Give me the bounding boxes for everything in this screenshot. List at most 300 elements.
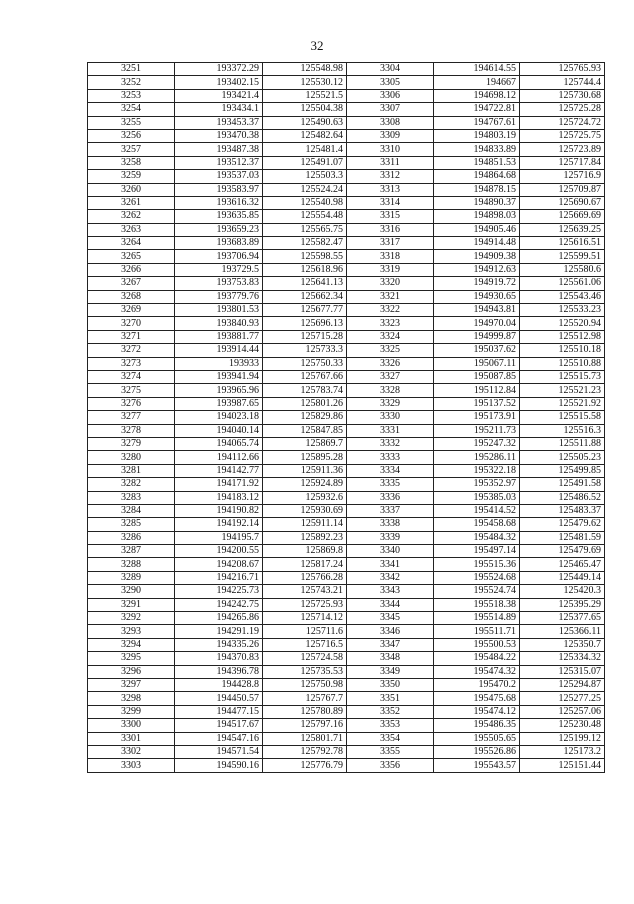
- x-coordinate-cell: 194142.77: [175, 464, 263, 477]
- x-coordinate-cell: 195414.52: [434, 504, 520, 517]
- y-coordinate-cell: 125780.89: [263, 705, 347, 718]
- table-row: [88, 89, 605, 102]
- x-coordinate-cell: 194370.83: [175, 652, 263, 665]
- y-coordinate-cell: 125716.9: [520, 170, 605, 183]
- y-coordinate-cell: 125725.93: [263, 598, 347, 611]
- y-coordinate-cell: 125479.62: [520, 518, 605, 531]
- point-number-cell: 3332: [347, 437, 434, 450]
- point-number-cell: 3329: [347, 397, 434, 410]
- x-coordinate-cell: 194898.03: [434, 210, 520, 223]
- table-row: [88, 344, 605, 357]
- point-number-cell: 3299: [88, 705, 175, 718]
- y-coordinate-cell: 125598.55: [263, 250, 347, 263]
- y-coordinate-cell: 125515.73: [520, 370, 605, 383]
- y-coordinate-cell: 125334.32: [520, 652, 605, 665]
- point-number-cell: 3349: [347, 665, 434, 678]
- y-coordinate-cell: 125869.7: [263, 437, 347, 450]
- point-number-cell: 3264: [88, 237, 175, 250]
- x-coordinate-cell: 194930.65: [434, 290, 520, 303]
- point-number-cell: 3285: [88, 518, 175, 531]
- x-coordinate-cell: 195484.22: [434, 652, 520, 665]
- y-coordinate-cell: 125616.51: [520, 237, 605, 250]
- x-coordinate-cell: 194112.66: [175, 451, 263, 464]
- x-coordinate-cell: 194919.72: [434, 277, 520, 290]
- y-coordinate-cell: 125580.6: [520, 263, 605, 276]
- point-number-cell: 3322: [347, 304, 434, 317]
- point-number-cell: 3275: [88, 384, 175, 397]
- x-coordinate-cell: 193583.97: [175, 183, 263, 196]
- table-body: [88, 63, 605, 773]
- point-number-cell: 3294: [88, 638, 175, 651]
- table-row: [88, 143, 605, 156]
- y-coordinate-cell: 125801.71: [263, 732, 347, 745]
- y-coordinate-cell: 125744.4: [520, 76, 605, 89]
- point-number-cell: 3331: [347, 424, 434, 437]
- x-coordinate-cell: 194833.89: [434, 143, 520, 156]
- y-coordinate-cell: 125173.2: [520, 745, 605, 758]
- x-coordinate-cell: 194450.57: [175, 692, 263, 705]
- table-row: [88, 625, 605, 638]
- x-coordinate-cell: 195286.11: [434, 451, 520, 464]
- point-number-cell: 3355: [347, 745, 434, 758]
- point-number-cell: 3301: [88, 732, 175, 745]
- point-number-cell: 3276: [88, 397, 175, 410]
- y-coordinate-cell: 125554.48: [263, 210, 347, 223]
- point-number-cell: 3316: [347, 223, 434, 236]
- page-number: 32: [310, 38, 324, 53]
- y-coordinate-cell: 125669.69: [520, 210, 605, 223]
- point-number-cell: 3274: [88, 370, 175, 383]
- table-row: [88, 451, 605, 464]
- y-coordinate-cell: 125725.75: [520, 129, 605, 142]
- x-coordinate-cell: 193914.44: [175, 344, 263, 357]
- y-coordinate-cell: 125750.98: [263, 678, 347, 691]
- table-row: [88, 330, 605, 343]
- table-row: [88, 638, 605, 651]
- y-coordinate-cell: 125543.46: [520, 290, 605, 303]
- y-coordinate-cell: 125733.3: [263, 344, 347, 357]
- x-coordinate-cell: 195511.71: [434, 625, 520, 638]
- point-number-cell: 3345: [347, 612, 434, 625]
- point-number-cell: 3258: [88, 156, 175, 169]
- y-coordinate-cell: 125503.3: [263, 170, 347, 183]
- point-number-cell: 3338: [347, 518, 434, 531]
- y-coordinate-cell: 125725.28: [520, 103, 605, 116]
- x-coordinate-cell: 194590.16: [175, 759, 263, 772]
- x-coordinate-cell: 195484.32: [434, 531, 520, 544]
- point-number-cell: 3308: [347, 116, 434, 129]
- table-row: [88, 705, 605, 718]
- point-number-cell: 3354: [347, 732, 434, 745]
- table-row: [88, 598, 605, 611]
- x-coordinate-cell: 194667: [434, 76, 520, 89]
- x-coordinate-cell: 193635.85: [175, 210, 263, 223]
- x-coordinate-cell: 194225.73: [175, 585, 263, 598]
- y-coordinate-cell: 125491.58: [520, 478, 605, 491]
- y-coordinate-cell: 125520.94: [520, 317, 605, 330]
- y-coordinate-cell: 125420.3: [520, 585, 605, 598]
- point-number-cell: 3281: [88, 464, 175, 477]
- x-coordinate-cell: 194614.55: [434, 63, 520, 76]
- y-coordinate-cell: 125277.25: [520, 692, 605, 705]
- point-number-cell: 3315: [347, 210, 434, 223]
- point-number-cell: 3257: [88, 143, 175, 156]
- point-number-cell: 3287: [88, 545, 175, 558]
- y-coordinate-cell: 125930.69: [263, 504, 347, 517]
- x-coordinate-cell: 195474.32: [434, 665, 520, 678]
- point-number-cell: 3272: [88, 344, 175, 357]
- y-coordinate-cell: 125892.23: [263, 531, 347, 544]
- x-coordinate-cell: 193881.77: [175, 330, 263, 343]
- y-coordinate-cell: 125765.93: [520, 63, 605, 76]
- point-number-cell: 3335: [347, 478, 434, 491]
- point-number-cell: 3282: [88, 478, 175, 491]
- coordinates-table: [87, 62, 605, 773]
- x-coordinate-cell: 195322.18: [434, 464, 520, 477]
- x-coordinate-cell: 194291.19: [175, 625, 263, 638]
- y-coordinate-cell: 125911.14: [263, 518, 347, 531]
- x-coordinate-cell: 195470.2: [434, 678, 520, 691]
- y-coordinate-cell: 125932.6: [263, 491, 347, 504]
- table-row: [88, 424, 605, 437]
- y-coordinate-cell: 125491.07: [263, 156, 347, 169]
- x-coordinate-cell: 193941.94: [175, 370, 263, 383]
- x-coordinate-cell: 194477.15: [175, 705, 263, 718]
- y-coordinate-cell: 125510.88: [520, 357, 605, 370]
- x-coordinate-cell: 195524.68: [434, 571, 520, 584]
- y-coordinate-cell: 125766.28: [263, 571, 347, 584]
- y-coordinate-cell: 125924.89: [263, 478, 347, 491]
- point-number-cell: 3295: [88, 652, 175, 665]
- y-coordinate-cell: 125257.06: [520, 705, 605, 718]
- table-row: [88, 545, 605, 558]
- table-row: [88, 692, 605, 705]
- point-number-cell: 3279: [88, 437, 175, 450]
- x-coordinate-cell: 194200.55: [175, 545, 263, 558]
- x-coordinate-cell: 195515.36: [434, 558, 520, 571]
- table-row: [88, 263, 605, 276]
- y-coordinate-cell: 125230.48: [520, 719, 605, 732]
- point-number-cell: 3318: [347, 250, 434, 263]
- table-row: [88, 237, 605, 250]
- table-row: [88, 745, 605, 758]
- y-coordinate-cell: 125521.92: [520, 397, 605, 410]
- table-row: [88, 504, 605, 517]
- point-number-cell: 3266: [88, 263, 175, 276]
- table-row: [88, 196, 605, 209]
- point-number-cell: 3293: [88, 625, 175, 638]
- x-coordinate-cell: 193706.94: [175, 250, 263, 263]
- point-number-cell: 3344: [347, 598, 434, 611]
- point-number-cell: 3304: [347, 63, 434, 76]
- point-number-cell: 3323: [347, 317, 434, 330]
- point-number-cell: 3325: [347, 344, 434, 357]
- x-coordinate-cell: 193402.15: [175, 76, 263, 89]
- y-coordinate-cell: 125582.47: [263, 237, 347, 250]
- y-coordinate-cell: 125483.37: [520, 504, 605, 517]
- table-row: [88, 129, 605, 142]
- point-number-cell: 3309: [347, 129, 434, 142]
- table-row: [88, 290, 605, 303]
- table-row: [88, 63, 605, 76]
- x-coordinate-cell: 193965.96: [175, 384, 263, 397]
- point-number-cell: 3330: [347, 411, 434, 424]
- point-number-cell: 3265: [88, 250, 175, 263]
- y-coordinate-cell: 125395.29: [520, 598, 605, 611]
- y-coordinate-cell: 125366.11: [520, 625, 605, 638]
- x-coordinate-cell: 193453.37: [175, 116, 263, 129]
- point-number-cell: 3263: [88, 223, 175, 236]
- point-number-cell: 3290: [88, 585, 175, 598]
- x-coordinate-cell: 193421.4: [175, 89, 263, 102]
- x-coordinate-cell: 194905.46: [434, 223, 520, 236]
- point-number-cell: 3314: [347, 196, 434, 209]
- point-number-cell: 3283: [88, 491, 175, 504]
- table-row: [88, 357, 605, 370]
- y-coordinate-cell: 125690.67: [520, 196, 605, 209]
- x-coordinate-cell: 195526.86: [434, 745, 520, 758]
- y-coordinate-cell: 125767.66: [263, 370, 347, 383]
- x-coordinate-cell: 194999.87: [434, 330, 520, 343]
- point-number-cell: 3280: [88, 451, 175, 464]
- table-row: [88, 665, 605, 678]
- x-coordinate-cell: 193434.1: [175, 103, 263, 116]
- x-coordinate-cell: 194335.26: [175, 638, 263, 651]
- x-coordinate-cell: 194878.15: [434, 183, 520, 196]
- point-number-cell: 3259: [88, 170, 175, 183]
- point-number-cell: 3311: [347, 156, 434, 169]
- point-number-cell: 3288: [88, 558, 175, 571]
- x-coordinate-cell: 194242.75: [175, 598, 263, 611]
- point-number-cell: 3342: [347, 571, 434, 584]
- x-coordinate-cell: 193616.32: [175, 196, 263, 209]
- point-number-cell: 3252: [88, 76, 175, 89]
- y-coordinate-cell: 125792.78: [263, 745, 347, 758]
- table-row: [88, 478, 605, 491]
- x-coordinate-cell: 193933: [175, 357, 263, 370]
- y-coordinate-cell: 125294.87: [520, 678, 605, 691]
- x-coordinate-cell: 194265.86: [175, 612, 263, 625]
- table-row: [88, 491, 605, 504]
- y-coordinate-cell: 125199.12: [520, 732, 605, 745]
- point-number-cell: 3340: [347, 545, 434, 558]
- table-row: [88, 210, 605, 223]
- x-coordinate-cell: 195486.35: [434, 719, 520, 732]
- y-coordinate-cell: 125479.69: [520, 545, 605, 558]
- y-coordinate-cell: 125783.74: [263, 384, 347, 397]
- table-row: [88, 612, 605, 625]
- point-number-cell: 3320: [347, 277, 434, 290]
- y-coordinate-cell: 125521.23: [520, 384, 605, 397]
- point-number-cell: 3337: [347, 504, 434, 517]
- point-number-cell: 3262: [88, 210, 175, 223]
- x-coordinate-cell: 193801.53: [175, 304, 263, 317]
- x-coordinate-cell: 195518.38: [434, 598, 520, 611]
- x-coordinate-cell: 194722.81: [434, 103, 520, 116]
- y-coordinate-cell: 125524.24: [263, 183, 347, 196]
- x-coordinate-cell: 194547.16: [175, 732, 263, 745]
- table-row: [88, 558, 605, 571]
- x-coordinate-cell: 194183.12: [175, 491, 263, 504]
- x-coordinate-cell: 193683.89: [175, 237, 263, 250]
- x-coordinate-cell: 195037.62: [434, 344, 520, 357]
- y-coordinate-cell: 125730.68: [520, 89, 605, 102]
- y-coordinate-cell: 125482.64: [263, 129, 347, 142]
- point-number-cell: 3352: [347, 705, 434, 718]
- x-coordinate-cell: 194803.19: [434, 129, 520, 142]
- x-coordinate-cell: 194890.37: [434, 196, 520, 209]
- point-number-cell: 3324: [347, 330, 434, 343]
- point-number-cell: 3270: [88, 317, 175, 330]
- x-coordinate-cell: 193487.38: [175, 143, 263, 156]
- point-number-cell: 3251: [88, 63, 175, 76]
- point-number-cell: 3269: [88, 304, 175, 317]
- y-coordinate-cell: 125499.85: [520, 464, 605, 477]
- point-number-cell: 3278: [88, 424, 175, 437]
- table-row: [88, 277, 605, 290]
- point-number-cell: 3256: [88, 129, 175, 142]
- x-coordinate-cell: 193729.5: [175, 263, 263, 276]
- point-number-cell: 3356: [347, 759, 434, 772]
- table-row: [88, 759, 605, 772]
- point-number-cell: 3260: [88, 183, 175, 196]
- table-row: [88, 156, 605, 169]
- x-coordinate-cell: 193470.38: [175, 129, 263, 142]
- x-coordinate-cell: 193537.03: [175, 170, 263, 183]
- y-coordinate-cell: 125504.38: [263, 103, 347, 116]
- x-coordinate-cell: 194914.48: [434, 237, 520, 250]
- point-number-cell: 3300: [88, 719, 175, 732]
- y-coordinate-cell: 125315.07: [520, 665, 605, 678]
- y-coordinate-cell: 125505.23: [520, 451, 605, 464]
- x-coordinate-cell: 195505.65: [434, 732, 520, 745]
- x-coordinate-cell: 194912.63: [434, 263, 520, 276]
- table-row: [88, 183, 605, 196]
- point-number-cell: 3268: [88, 290, 175, 303]
- x-coordinate-cell: 193779.76: [175, 290, 263, 303]
- table-row: [88, 678, 605, 691]
- point-number-cell: 3298: [88, 692, 175, 705]
- x-coordinate-cell: 195514.89: [434, 612, 520, 625]
- table-row: [88, 652, 605, 665]
- point-number-cell: 3334: [347, 464, 434, 477]
- y-coordinate-cell: 125481.4: [263, 143, 347, 156]
- x-coordinate-cell: 195173.91: [434, 411, 520, 424]
- y-coordinate-cell: 125750.33: [263, 357, 347, 370]
- table-row: [88, 464, 605, 477]
- table-row: [88, 411, 605, 424]
- point-number-cell: 3327: [347, 370, 434, 383]
- x-coordinate-cell: 194195.7: [175, 531, 263, 544]
- point-number-cell: 3328: [347, 384, 434, 397]
- y-coordinate-cell: 125511.88: [520, 437, 605, 450]
- point-number-cell: 3277: [88, 411, 175, 424]
- point-number-cell: 3306: [347, 89, 434, 102]
- y-coordinate-cell: 125540.98: [263, 196, 347, 209]
- x-coordinate-cell: 194864.68: [434, 170, 520, 183]
- x-coordinate-cell: 193512.37: [175, 156, 263, 169]
- point-number-cell: 3292: [88, 612, 175, 625]
- y-coordinate-cell: 125677.77: [263, 304, 347, 317]
- point-number-cell: 3271: [88, 330, 175, 343]
- y-coordinate-cell: 125776.79: [263, 759, 347, 772]
- x-coordinate-cell: 195524.74: [434, 585, 520, 598]
- point-number-cell: 3284: [88, 504, 175, 517]
- x-coordinate-cell: 195475.68: [434, 692, 520, 705]
- x-coordinate-cell: 195112.84: [434, 384, 520, 397]
- point-number-cell: 3307: [347, 103, 434, 116]
- table-row: [88, 116, 605, 129]
- y-coordinate-cell: 125515.58: [520, 411, 605, 424]
- y-coordinate-cell: 125715.28: [263, 330, 347, 343]
- point-number-cell: 3296: [88, 665, 175, 678]
- table-row: [88, 571, 605, 584]
- table-row: [88, 370, 605, 383]
- x-coordinate-cell: 194698.12: [434, 89, 520, 102]
- x-coordinate-cell: 195543.57: [434, 759, 520, 772]
- x-coordinate-cell: 195500.53: [434, 638, 520, 651]
- y-coordinate-cell: 125350.7: [520, 638, 605, 651]
- y-coordinate-cell: 125481.59: [520, 531, 605, 544]
- x-coordinate-cell: 194428.8: [175, 678, 263, 691]
- point-number-cell: 3289: [88, 571, 175, 584]
- table-row: [88, 103, 605, 116]
- point-number-cell: 3321: [347, 290, 434, 303]
- y-coordinate-cell: 125717.84: [520, 156, 605, 169]
- x-coordinate-cell: 194216.71: [175, 571, 263, 584]
- table-row: [88, 223, 605, 236]
- y-coordinate-cell: 125533.23: [520, 304, 605, 317]
- y-coordinate-cell: 125377.65: [520, 612, 605, 625]
- x-coordinate-cell: 193659.23: [175, 223, 263, 236]
- point-number-cell: 3261: [88, 196, 175, 209]
- x-coordinate-cell: 195137.52: [434, 397, 520, 410]
- point-number-cell: 3348: [347, 652, 434, 665]
- point-number-cell: 3313: [347, 183, 434, 196]
- y-coordinate-cell: 125767.7: [263, 692, 347, 705]
- table-row: [88, 384, 605, 397]
- y-coordinate-cell: 125817.24: [263, 558, 347, 571]
- x-coordinate-cell: 194171.92: [175, 478, 263, 491]
- x-coordinate-cell: 194851.53: [434, 156, 520, 169]
- y-coordinate-cell: 125724.72: [520, 116, 605, 129]
- point-number-cell: 3267: [88, 277, 175, 290]
- x-coordinate-cell: 195067.11: [434, 357, 520, 370]
- y-coordinate-cell: 125618.96: [263, 263, 347, 276]
- y-coordinate-cell: 125510.18: [520, 344, 605, 357]
- point-number-cell: 3291: [88, 598, 175, 611]
- x-coordinate-cell: 194023.18: [175, 411, 263, 424]
- point-number-cell: 3317: [347, 237, 434, 250]
- y-coordinate-cell: 125465.47: [520, 558, 605, 571]
- point-number-cell: 3353: [347, 719, 434, 732]
- y-coordinate-cell: 125548.98: [263, 63, 347, 76]
- x-coordinate-cell: 194065.74: [175, 437, 263, 450]
- y-coordinate-cell: 125723.89: [520, 143, 605, 156]
- table-row: [88, 585, 605, 598]
- x-coordinate-cell: 195211.73: [434, 424, 520, 437]
- point-number-cell: 3336: [347, 491, 434, 504]
- table-row: [88, 437, 605, 450]
- y-coordinate-cell: 125490.63: [263, 116, 347, 129]
- point-number-cell: 3351: [347, 692, 434, 705]
- y-coordinate-cell: 125743.21: [263, 585, 347, 598]
- point-number-cell: 3346: [347, 625, 434, 638]
- table-row: [88, 317, 605, 330]
- y-coordinate-cell: 125516.3: [520, 424, 605, 437]
- point-number-cell: 3302: [88, 745, 175, 758]
- table-row: [88, 732, 605, 745]
